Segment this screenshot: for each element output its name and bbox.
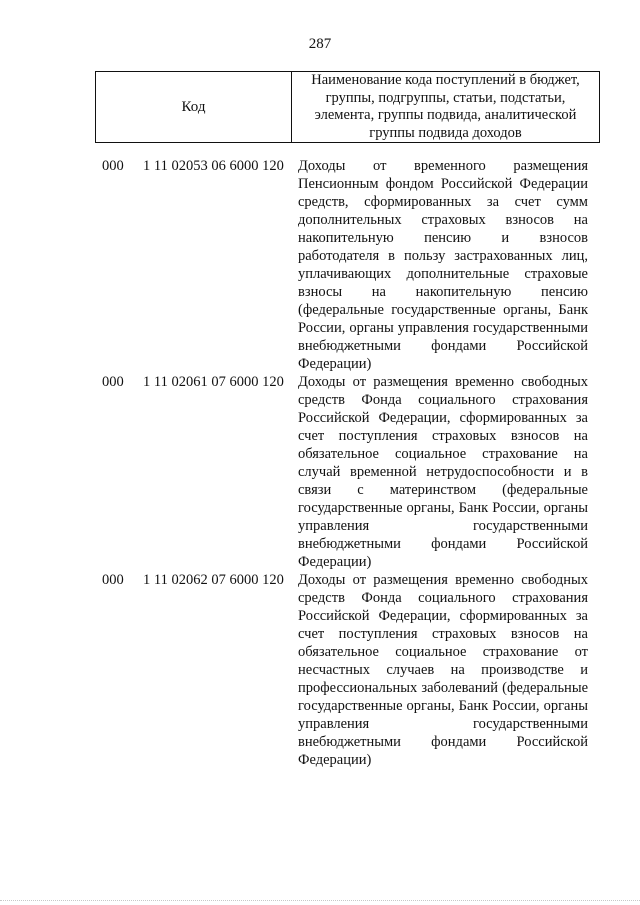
table-row: [0, 157, 640, 373]
scan-edge-line: [0, 900, 640, 901]
row-admin-code: 000: [102, 158, 124, 174]
header-name-cell: Наименование кода поступлений в бюджет, группы, подгруппы, статьи, подстатьи, элемента, группы подвида, аналитической группы подвида доходов: [311, 72, 580, 141]
row-admin-code: 000: [102, 374, 124, 390]
row-description: Доходы от временного размещения Пенсионным фондом Российской Федерации средств, сформированных за счет сумм дополнительных страховых взносов на накопительную пенсию и взносов работодателя в пользу застрахованных лиц, уплачивающих дополнительные страховые взносы на накопительную пенсию (федеральные государственные органы, Банк России, органы управления государственными внебюджетными фондами Российской Федерации): [298, 158, 588, 372]
table-row: [0, 373, 640, 571]
row-revenue-code: 1 11 02061 07 6000 120: [143, 374, 284, 390]
table-header: [95, 71, 600, 143]
row-revenue-code: 1 11 02053 06 6000 120: [143, 158, 284, 174]
page-number: 287: [308, 36, 332, 52]
header-code-cell: Код: [96, 72, 292, 142]
row-revenue-code: 1 11 02062 07 6000 120: [143, 572, 284, 588]
row-description: Доходы от размещения временно свободных средств Фонда социального страхования Российской Федерации, сформированных за счет поступления страховых взносов на обязательное социальное страхование на случай временной нетрудоспособности и в связи с материнством (федеральные государственные органы, Банк России, органы управления государственными внебюджетными фондами Российской Федерации): [298, 374, 588, 570]
row-description: Доходы от размещения временно свободных средств Фонда социального страхования Российской Федерации, сформированных за счет поступления страховых взносов на обязательное социальное страхование от несчастных случаев на производстве и профессиональных заболеваний (федеральные государственные органы, Банк России, органы управления государственными внебюджетными фондами Российской Федерации): [298, 572, 588, 768]
row-admin-code: 000: [102, 572, 124, 588]
table-row: [0, 571, 640, 769]
table-body: [0, 157, 640, 769]
